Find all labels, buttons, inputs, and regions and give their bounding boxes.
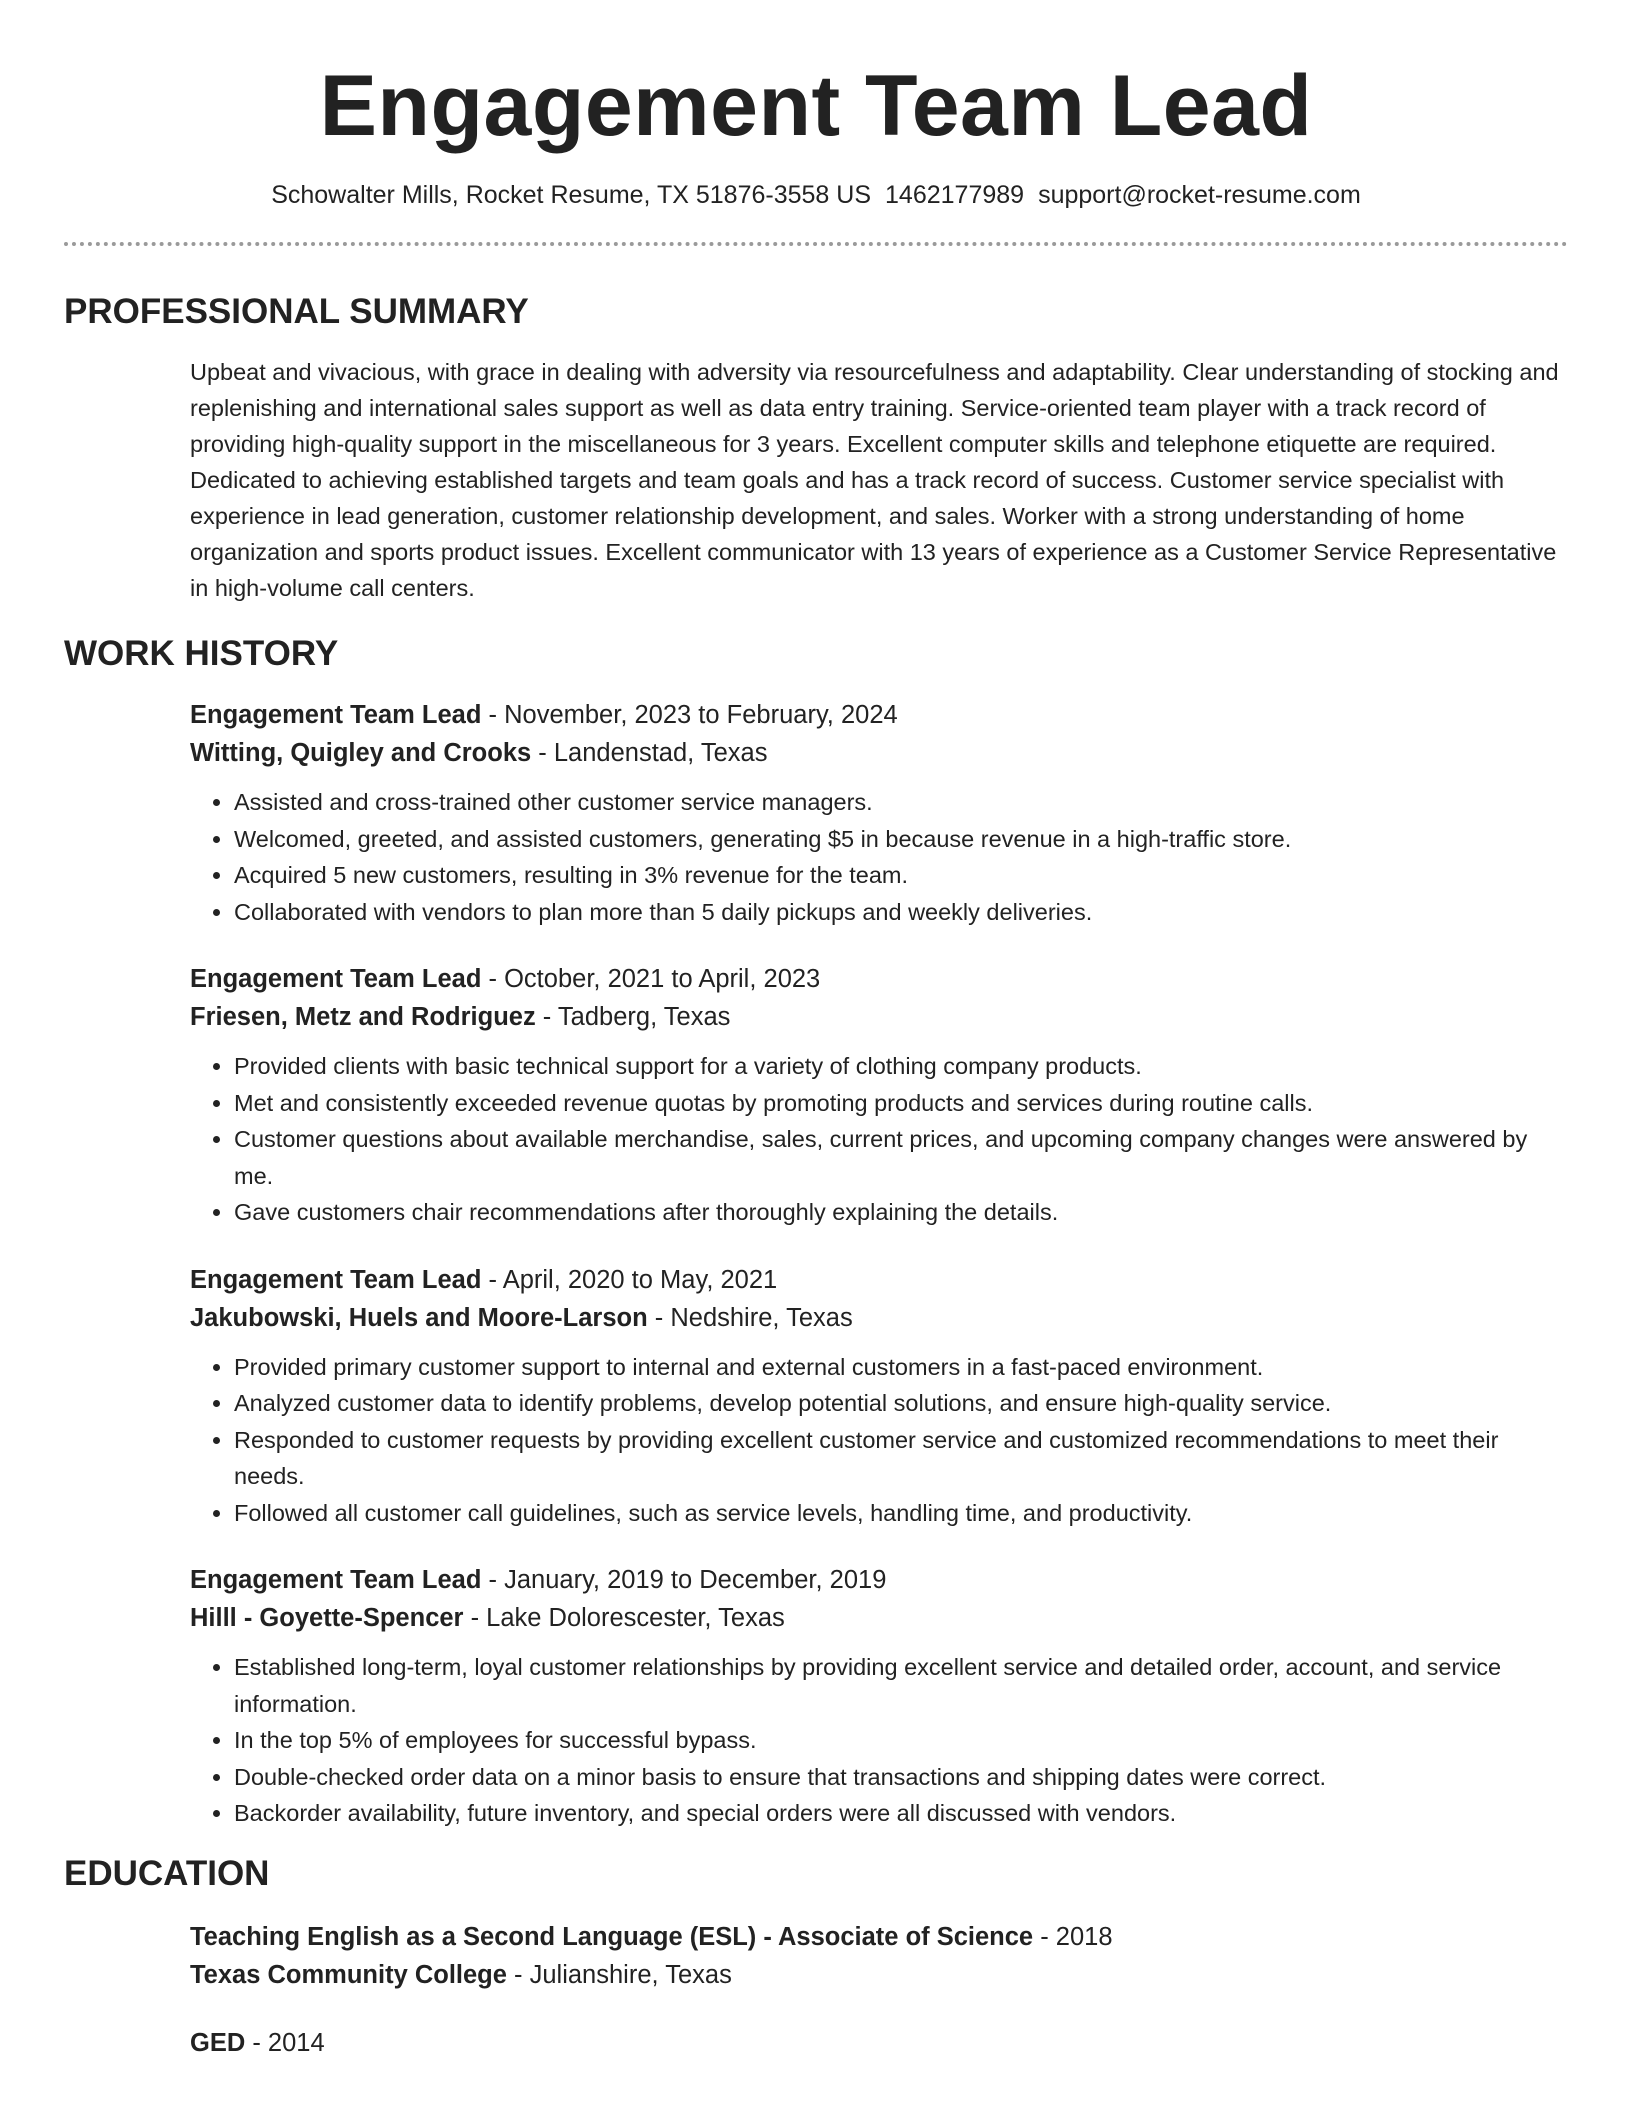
job-role-line <box>190 696 1568 734</box>
job-location: - Lake Dolorescester, Texas <box>463 1604 785 1632</box>
job-entry <box>190 960 1568 1231</box>
job-role-line <box>190 960 1568 998</box>
job-company-line <box>190 734 1568 772</box>
job-location: - Nedshire, Texas <box>647 1303 853 1332</box>
education-entry <box>190 1918 1568 1994</box>
job-role: Engagement Team Lead <box>190 965 482 993</box>
contact-phone: 1462177989 <box>885 181 1025 209</box>
job-entry <box>190 1261 1568 1532</box>
job-bullet: • Responded to customer requests by providing excellent customer service and customized recommendations to meet their needs. <box>234 1422 1568 1495</box>
job-location: - Tadberg, Texas <box>535 1003 731 1031</box>
job-bullet: • Provided primary customer support to internal and external customers in a fast-paced environment. <box>234 1349 1568 1386</box>
job-company: Witting, Quigley and Crooks <box>190 739 532 767</box>
job-bullet: • Met and consistently exceeded revenue quotas by promoting products and services during routine calls. <box>234 1085 1568 1122</box>
education-degree: GED <box>190 2028 246 2057</box>
resume-header <box>0 0 1632 212</box>
job-company: Friesen, Metz and Rodriguez <box>190 1003 536 1031</box>
education-year: - 2018 <box>1033 1922 1113 1951</box>
education-degree-line <box>190 2024 1568 2062</box>
education-location: - Julianshire, Texas <box>506 1960 732 1989</box>
job-location: - Landenstad, Texas <box>531 739 768 767</box>
job-company: Jakubowski, Huels and Moore-Larson <box>190 1303 648 1332</box>
job-role: Engagement Team Lead <box>190 701 482 729</box>
contact-address: Schowalter Mills, Rocket Resume, TX 51876-3558 US <box>271 181 872 209</box>
section-title-summary: PROFESSIONAL SUMMARY <box>64 292 529 331</box>
education-degree: Teaching English as a Second Language (ESL) - Associate of Science <box>190 1922 1034 1951</box>
education-degree-line <box>190 1918 1568 1956</box>
job-bullets <box>190 784 1568 930</box>
job-company-line <box>190 1299 1568 1337</box>
job-company-line <box>190 998 1568 1036</box>
job-bullet: • Double-checked order data on a minor basis to ensure that transactions and shipping dates were correct. <box>234 1759 1568 1796</box>
job-bullet: • In the top 5% of employees for successful bypass. <box>234 1722 1568 1759</box>
contact-email: support@rocket-resume.com <box>1038 181 1361 209</box>
job-bullets <box>190 1349 1568 1532</box>
section-title-work-history: WORK HISTORY <box>64 634 339 673</box>
job-bullet: • Assisted and cross-trained other customer service managers. <box>234 784 1568 821</box>
job-entry <box>190 696 1568 930</box>
candidate-name: Engagement Team Lead <box>319 58 1313 154</box>
job-role-line <box>190 1261 1568 1299</box>
job-company-line <box>190 1599 1568 1637</box>
job-bullet: • Customer questions about available merchandise, sales, current prices, and upcoming company changes were answered by me. <box>234 1121 1568 1194</box>
job-dates: - January, 2019 to December, 2019 <box>481 1566 887 1594</box>
education-year: - 2014 <box>245 2028 325 2057</box>
job-entry <box>190 1561 1568 1832</box>
job-bullet: • Collaborated with vendors to plan more than 5 daily pickups and weekly deliveries. <box>234 894 1568 931</box>
job-bullet: • Welcomed, greeted, and assisted customers, generating $5 in because revenue in a high-traffic store. <box>234 821 1568 858</box>
contact-line <box>0 178 1632 212</box>
section-title-education: EDUCATION <box>64 1853 270 1893</box>
job-bullet: • Gave customers chair recommendations after thoroughly explaining the details. <box>234 1194 1568 1231</box>
job-bullet: • Backorder availability, future inventory, and special orders were all discussed with vendors. <box>234 1795 1568 1832</box>
job-bullet: • Acquired 5 new customers, resulting in 3% revenue for the team. <box>234 857 1568 894</box>
job-bullet: • Analyzed customer data to identify problems, develop potential solutions, and ensure high-quality service. <box>234 1385 1568 1422</box>
job-bullet: • Provided clients with basic technical support for a variety of clothing company products. <box>234 1048 1568 1085</box>
job-bullets <box>190 1048 1568 1231</box>
job-role: Engagement Team Lead <box>190 1566 482 1594</box>
job-dates: - November, 2023 to February, 2024 <box>481 701 898 729</box>
job-bullet: • Followed all customer call guidelines, such as service levels, handling time, and productivity. <box>234 1495 1568 1532</box>
education-list <box>190 1918 1568 2062</box>
work-history-list <box>190 696 1568 1832</box>
job-role-line <box>190 1561 1568 1599</box>
job-role: Engagement Team Lead <box>190 1265 482 1294</box>
summary-text: Upbeat and vivacious, with grace in dealing with adversity via resourcefulness and adaptability. Clear understanding of stocking and replenishing and international sales support as well as data entry training. Service-oriented team player with a track record of providing high-quality support in the miscellaneous for 3 years. Excellent computer skills and telephone etiquette are required. Dedicated to achieving established targets and team goals and has a track record of success. Customer service specialist with experience in lead generation, customer relationship development, and sales. Worker with a strong understanding of home organization and sports product issues. Excellent communicator with 13 years of experience as a Customer Service Representative in high-volume call centers. <box>190 359 1559 601</box>
header-divider <box>64 242 1568 246</box>
education-entry <box>190 2024 1568 2062</box>
job-dates: - April, 2020 to May, 2021 <box>481 1265 778 1294</box>
education-school: Texas Community College <box>190 1960 507 1989</box>
job-dates: - October, 2021 to April, 2023 <box>481 965 821 993</box>
job-bullets <box>190 1649 1568 1832</box>
education-school-line <box>190 1956 1568 1994</box>
job-company: Hilll - Goyette-Spencer <box>190 1604 464 1632</box>
job-bullet: • Established long-term, loyal customer relationships by providing excellent service and detailed order, account, and service information. <box>234 1649 1568 1722</box>
